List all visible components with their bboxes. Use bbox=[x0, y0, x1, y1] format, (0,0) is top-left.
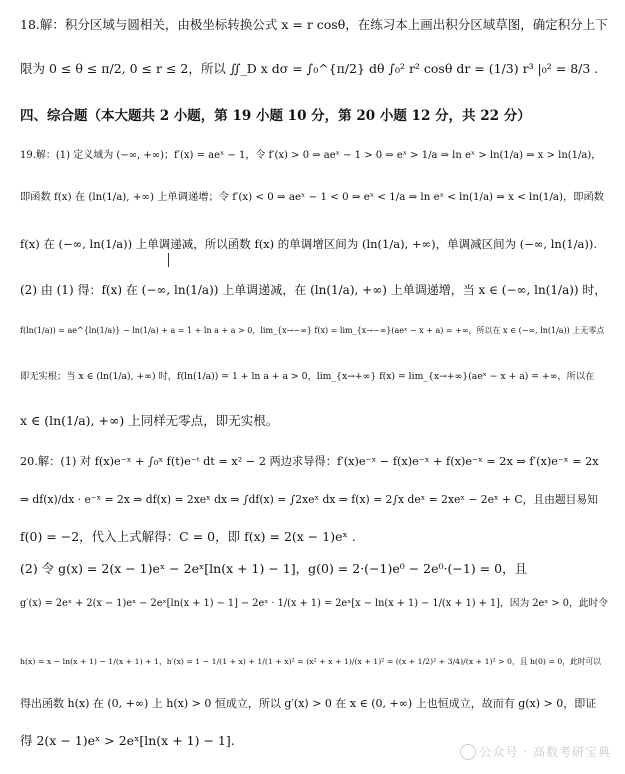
q19-line-3: f(x) 在 (−∞, ln(1/a)) 上单调递减，所以函数 f(x) 的单调增区间为 (ln(1/a), +∞)，单调减区间为 (−∞, ln(1/a)). bbox=[20, 237, 597, 251]
text-cursor bbox=[168, 253, 169, 267]
q20-line-7: 得出函数 h(x) 在 (0, +∞) 上 h(x) > 0 恒成立，所以 g′(x) > 0 在 x ∈ (0, +∞) 上也恒成立，故而有 g(x) > 0，即证 bbox=[20, 697, 597, 710]
q20-line-1: 20.解：(1) 对 f(x)e⁻ˣ + ∫₀ˣ f(t)e⁻ᵗ dt = x² − 2 两边求导得：f′(x)e⁻ˣ − f(x)e⁻ˣ + f(x)e⁻ˣ = 2x ⇒ f′(x)e⁻ˣ = 2x bbox=[20, 455, 599, 468]
q20-line-6: h(x) = x − ln(x + 1) − 1/(x + 1) + 1，h′(x) = 1 − 1/(1 + x) + 1/(1 + x)² = (x² + x + 1)/(x + 1)² = ((x + 1/2)² + 3/4)/(x + 1)² > 0，且 h(0) = 0，此时可以 bbox=[20, 657, 602, 666]
wechat-icon bbox=[460, 744, 476, 760]
q18-line-1: 18.解：积分区域与圆相关，由极坐标转换公式 x = r cosθ，在练习本上画出积分区域草图，确定积分上下 bbox=[20, 17, 608, 32]
q19-line-6: 即无实根；当 x ∈ (ln(1/a), +∞) 时，f(ln(1/a)) = 1 + ln a + a > 0，lim_{x→+∞} f(x) = lim_{x→+∞}(aeˣ − x + a) = +∞，所以在 bbox=[20, 371, 595, 382]
q19-line-2: 即函数 f(x) 在 (ln(1/a), +∞) 上单调递增；令 f′(x) < 0 ⇒ aeˣ − 1 < 0 ⇒ eˣ < 1/a ⇒ ln eˣ < ln(1/a) ⇒ x < ln(1/a)，即函数 bbox=[20, 191, 605, 203]
q19-line-4: (2) 由 (1) 得：f(x) 在 (−∞, ln(1/a)) 上单调递减，在 (ln(1/a), +∞) 上单调递增，当 x ∈ (−∞, ln(1/a)) 时， bbox=[20, 283, 607, 297]
q19-line-5: f(ln(1/a)) = ae^{ln(1/a)} − ln(1/a) + a = 1 + ln a + a > 0，lim_{x→−∞} f(x) = lim_{x→−∞}(aeˣ − x + a) = +∞，所以在 x ∈ (−∞, ln(1/a)) 上无零点 bbox=[20, 326, 605, 335]
q20-line-4: (2) 令 g(x) = 2(x − 1)eˣ − 2eˣ[ln(x + 1) − 1]，g(0) = 2·(−1)e⁰ − 2e⁰·(−1) = 0，且 bbox=[20, 561, 528, 576]
section-heading: 四、综合题（本大题共 2 小题，第 19 小题 10 分，第 20 小题 12 分，共 22 分） bbox=[20, 108, 531, 124]
q19-line-7: x ∈ (ln(1/a), +∞) 上同样无零点，即无实根。 bbox=[20, 413, 279, 428]
watermark-text: 公众号 · 高数考研宝典 bbox=[479, 744, 611, 759]
watermark bbox=[460, 743, 611, 761]
q18-line-2: 限为 0 ≤ θ ≤ π/2, 0 ≤ r ≤ 2，所以 ∬_D x dσ = ∫₀^{π/2} dθ ∫₀² r² cosθ dr = (1/3) r³ |₀² = 8/3 . bbox=[20, 61, 599, 76]
q20-line-5: g′(x) = 2eˣ + 2(x − 1)eˣ − 2eˣ[ln(x + 1) − 1] − 2eˣ · 1/(x + 1) = 2eˣ[x − ln(x + 1) − 1/(x + 1) + 1]，因为 2eˣ > 0，此时令 bbox=[20, 598, 609, 609]
q20-line-8: 得 2(x − 1)eˣ > 2eˣ[ln(x + 1) − 1]. bbox=[20, 733, 235, 748]
q20-line-3: f(0) = −2，代入上式解得：C = 0，即 f(x) = 2(x − 1)eˣ . bbox=[20, 529, 356, 544]
q19-line-1: 19.解：(1) 定义域为 (−∞, +∞)；f′(x) = aeˣ − 1，令 f′(x) > 0 ⇒ aeˣ − 1 > 0 ⇒ eˣ > 1/a ⇒ ln eˣ > ln(1/a) ⇒ x > ln(1/a)， bbox=[20, 150, 602, 161]
q20-line-2: ⇒ df(x)/dx · e⁻ˣ = 2x ⇒ df(x) = 2xeˣ dx ⇒ ∫df(x) = ∫2xeˣ dx ⇒ f(x) = 2∫x deˣ = 2xeˣ − 2eˣ + C，且由题目易知 bbox=[20, 493, 598, 506]
